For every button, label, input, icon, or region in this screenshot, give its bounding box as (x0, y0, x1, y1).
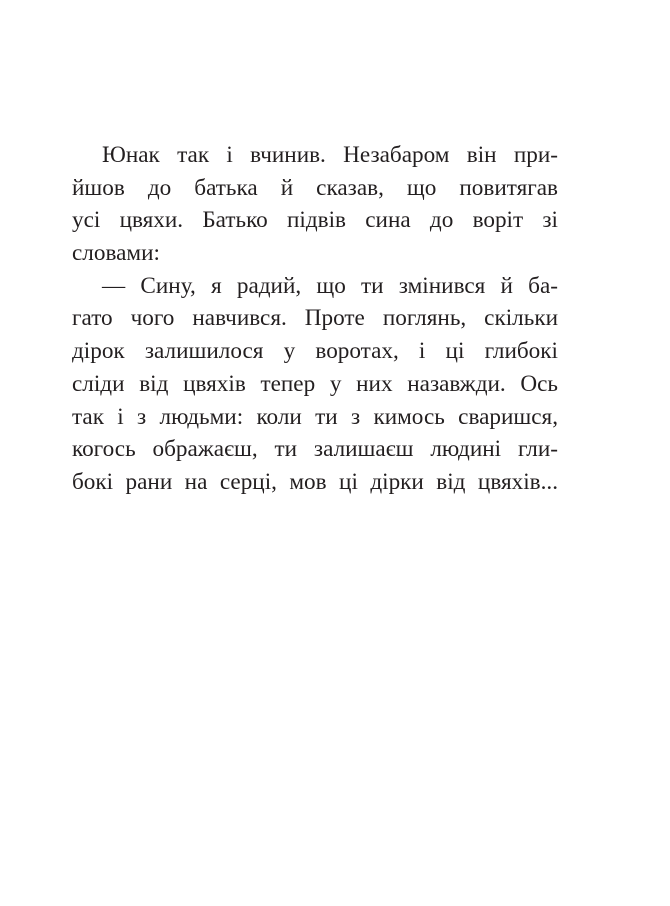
text-line: гато чого навчився. Проте поглянь, скільки (72, 305, 558, 332)
text-line: словами: (72, 240, 160, 267)
text-line: йшов до батька й сказав, що повитягав (72, 174, 558, 201)
text-line: усі цвяхи. Батько підвів сина до воріт зі (72, 207, 558, 234)
text-line: Юнак так і вчинив. Незабаром він при- (102, 142, 558, 168)
text-line: дірок залишилося у воротах, і ці глибокі (72, 338, 558, 365)
text-line: так і з людьми: коли ти з кимось сваришся, (72, 403, 558, 430)
body-text (72, 139, 558, 499)
text-line: когось ображаєш, ти залишаєш людині гли- (72, 436, 558, 463)
text-line: — Сину, я радий, що ти змінився й ба- (102, 272, 558, 299)
text-line: бокі рани на серці, мов ці дірки від цвяхів... (72, 468, 558, 495)
text-line: сліди від цвяхів тепер у них назавжди. Ось (72, 370, 558, 397)
